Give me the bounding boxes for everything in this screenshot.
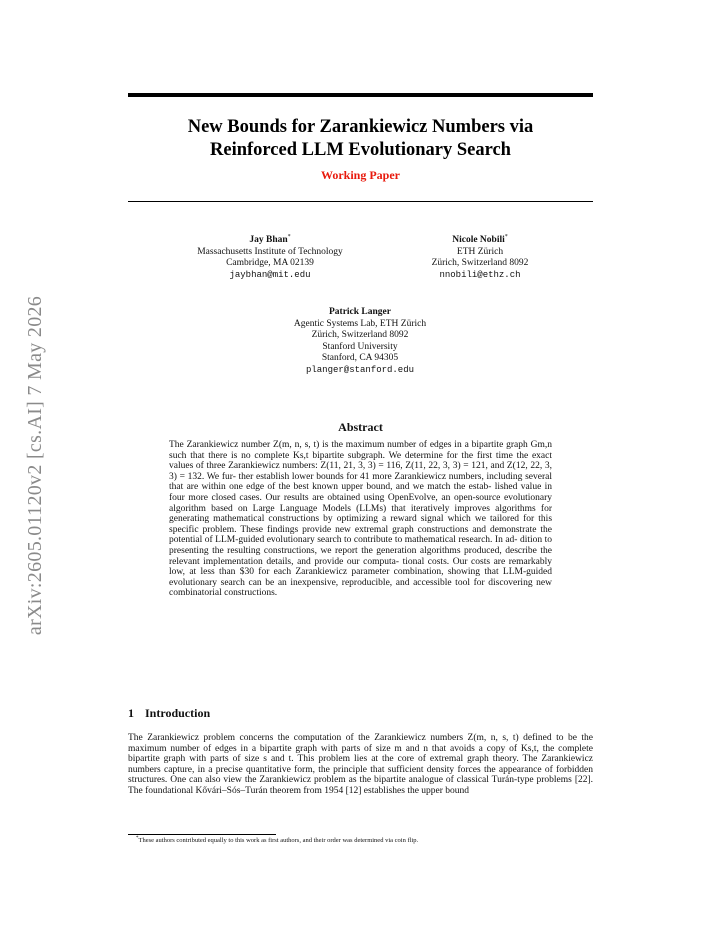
author-block-1 <box>170 235 370 281</box>
section-number: 1 <box>128 706 134 720</box>
abstract-line: Z(11, 21, 3, 3) = 116, Z(11, 22, 3, 3) = 121, and Z(12, 22, 3, 3) = 132. We fur- <box>169 461 552 482</box>
author-affiliation: Massachusetts Institute of Technology <box>197 246 343 257</box>
abstract-line: lished value in four more closed cases. Our results are obtained using OpenEvolve, <box>169 482 553 503</box>
author-name: Patrick Langer <box>328 307 391 317</box>
paper-title <box>128 116 593 162</box>
abstract-line: produced, describe the relevant implementation details, and provide our computa- <box>169 545 553 567</box>
intro-line: form, the principle that sufficient density forces the appearance of forbidden structures. One can <box>128 764 593 786</box>
author-mark: * <box>504 233 508 240</box>
abstract-body <box>169 440 552 599</box>
author-name: Nicole Nobili <box>452 235 505 245</box>
author-address: Zürich, Switzerland 8092 <box>311 330 409 340</box>
abstract-line: inexpensive, reproducible, and accessible tool for discovering new combinatorial <box>169 577 553 599</box>
intro-line: defined to be the maximum number of edges in a bipartite graph with parts of size m and n that <box>128 733 593 754</box>
intro-line: avoids a copy of Ks,t, the complete bipartite graph with parts of size s and t. This problem lies <box>128 743 593 765</box>
section-title: Introduction <box>145 706 211 720</box>
intro-line: also view the Zarankiewicz problem as the bipartite analogue of classical Turán-type problems <box>205 775 572 786</box>
author-block-3 <box>260 307 460 376</box>
arxiv-identifier-text: arXiv:2605.01120v2 [cs.AI] 7 May 2026 <box>24 295 47 635</box>
abstract-heading: Abstract <box>338 420 383 434</box>
author-address-2: Stanford, CA 94305 <box>321 353 399 363</box>
abstract-line: parameter combination, showing that LLM-guided evolutionary search can be an <box>169 567 552 588</box>
abstract-line: The Zarankiewicz number Z(m, n, s, t) is the maximum number of edges in <box>169 440 462 450</box>
abstract-line: tional costs. Our costs are remarkably low, at less than $30 for each Zarankiewicz <box>169 556 553 578</box>
footnote <box>136 837 596 845</box>
abstract-line: that are within one edge of the best known upper bound, and we match the estab- <box>169 482 492 493</box>
title-rule-top <box>128 93 593 97</box>
footnote-text: These authors contributed equally to this work as first authors, and their order was determined via coin flip. <box>138 837 419 844</box>
title-line-2: Reinforced LLM Evolutionary Search <box>210 140 511 160</box>
abstract-line: dition to presenting the resulting constructions, we report the generation algorithms <box>169 535 553 556</box>
abstract-line: ther establish lower bounds for 41 more Zarankiewicz numbers, including several <box>238 471 552 482</box>
title-rule-bottom <box>128 201 593 202</box>
footnote-mark: * <box>136 835 139 841</box>
author-address: Zürich, Switzerland 8092 <box>431 258 529 268</box>
author-affiliation: ETH Zürich <box>456 246 504 257</box>
arxiv-identifier <box>8 265 64 665</box>
intro-line: at the core of extremal graph theory. The Zarankiewicz numbers capture, in a precise quantitative <box>128 754 594 775</box>
abstract-line: that iteratively improves algorithms for generating mathematical constructions by <box>169 503 553 525</box>
author-name: Jay Bhan <box>249 235 288 245</box>
abstract-line: constructions. <box>224 588 278 599</box>
footnote-rule <box>128 834 276 835</box>
intro-line: [22]. The foundational Kővári–Sós–Turán theorem from 1954 [12] establishes the upper bound <box>128 775 594 796</box>
title-line-1: New Bounds for Zarankiewicz Numbers via <box>187 117 534 137</box>
introduction-body <box>128 733 593 797</box>
abstract-line: a bipartite graph Gm,n such that there is no complete Ks,t bipartite subgraph. <box>169 440 552 461</box>
abstract-line: findings provide new extremal graph constructions and demonstrate the potential <box>169 524 552 546</box>
intro-line: The Zarankiewicz problem concerns the computation of the Zarankiewicz numbers Z(m, n, s, t) <box>128 733 519 743</box>
author-email: jaybhan@mit.edu <box>229 269 311 280</box>
abstract-line: optimizing a reward signal which we tailored for this specific problem. These <box>169 514 553 535</box>
author-affiliation-2: Stanford University <box>322 341 398 352</box>
author-mark: * <box>287 233 291 240</box>
abstract-line: of LLM-guided evolutionary search to contribute to mathematical research. In ad- <box>204 535 518 546</box>
paper-status: Working Paper <box>320 168 400 182</box>
author-affiliation: Agentic Systems Lab, ETH Zürich <box>293 318 427 329</box>
author-email: nnobili@ethz.ch <box>439 269 521 280</box>
author-email: planger@stanford.edu <box>305 364 415 375</box>
abstract-line: an open-source evolutionary algorithm based on Large Language Models (LLMs) <box>169 492 553 514</box>
author-address: Cambridge, MA 02139 <box>226 258 314 268</box>
author-block-2 <box>400 235 560 281</box>
abstract-line: We determine for the first time the exact values of three Zarankiewicz numbers: <box>169 450 552 472</box>
section-heading <box>128 706 593 721</box>
